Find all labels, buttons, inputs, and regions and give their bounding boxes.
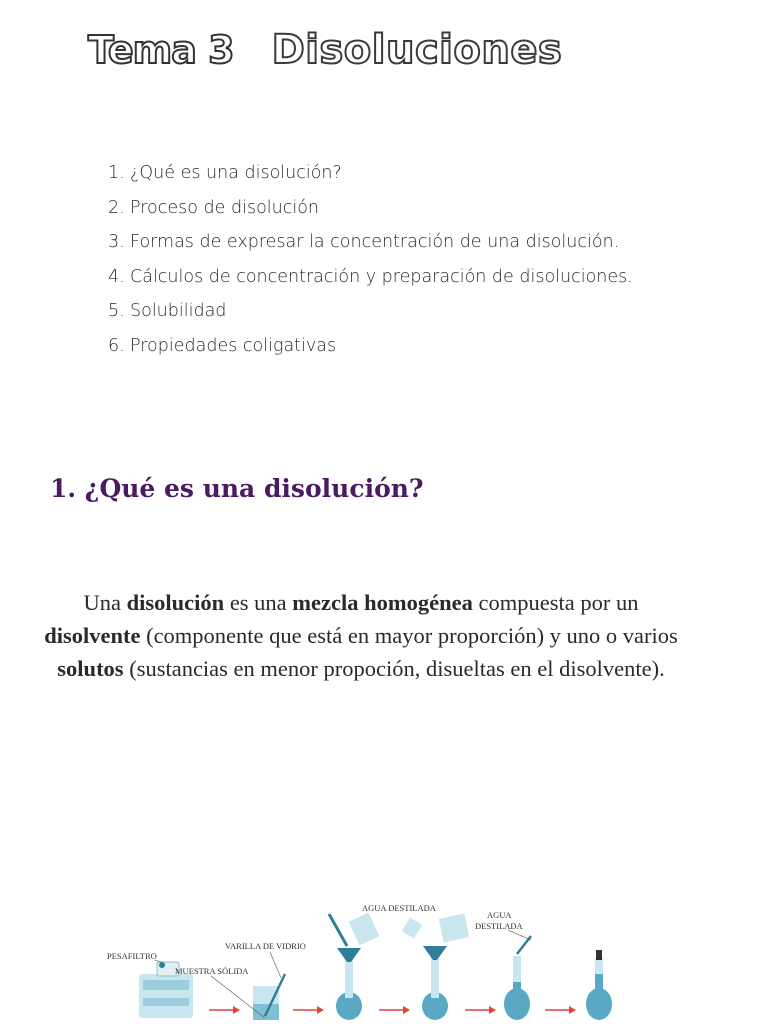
volumetric-flask-icon (329, 913, 379, 1020)
label-varilla-de-vidrio: VARILLA DE VIDRIO (225, 941, 306, 951)
arrow-icon (379, 1006, 410, 1014)
volumetric-flask-icon (402, 914, 469, 1020)
tema-label: Tema 3 (88, 28, 234, 72)
page-title: Disoluciones (271, 27, 563, 73)
arrow-icon (293, 1006, 324, 1014)
arrow-icon (545, 1006, 576, 1014)
toc-item-6[interactable]: 6. Propiedades coligativas (108, 335, 337, 356)
label-muestra-solida: MUESTRA SÓLIDA (175, 966, 249, 976)
toc-item-4[interactable]: 4. Cálculos de concentración y preparación de disoluciones. (108, 266, 633, 287)
label-agua: AGUA (487, 910, 512, 920)
label-destilada: DESTILADA (475, 921, 523, 931)
definition-paragraph: Una disolución es una mezcla homogénea compuesta por un disolvente (componente que está en mayor proporción) y uno o varios solutos (sustancias en menor propoción, disueltas en el disolvente). (44, 590, 678, 681)
label-pesafiltro: PESAFILTRO (107, 951, 157, 961)
table-of-contents (108, 158, 633, 366)
solution-preparation-diagram (95, 896, 655, 1024)
section-title: 1. ¿Qué es una disolución? (50, 474, 424, 503)
volumetric-flask-icon (586, 950, 612, 1020)
arrow-icon (465, 1006, 496, 1014)
beaker-icon (253, 974, 285, 1020)
toc-item-1[interactable]: 1. ¿Qué es una disolución? (108, 163, 342, 183)
toc-item-5[interactable]: 5. Solubilidad (108, 301, 227, 322)
toc-item-3[interactable]: 3. Formas de expresar la concentración de una disolución. (108, 232, 620, 253)
volumetric-flask-icon (504, 936, 531, 1020)
arrow-icon (209, 1006, 240, 1014)
toc-item-2[interactable]: 2. Proceso de disolución (108, 197, 320, 218)
label-agua-destilada: AGUA DESTILADA (362, 903, 436, 913)
page-header (88, 22, 562, 78)
